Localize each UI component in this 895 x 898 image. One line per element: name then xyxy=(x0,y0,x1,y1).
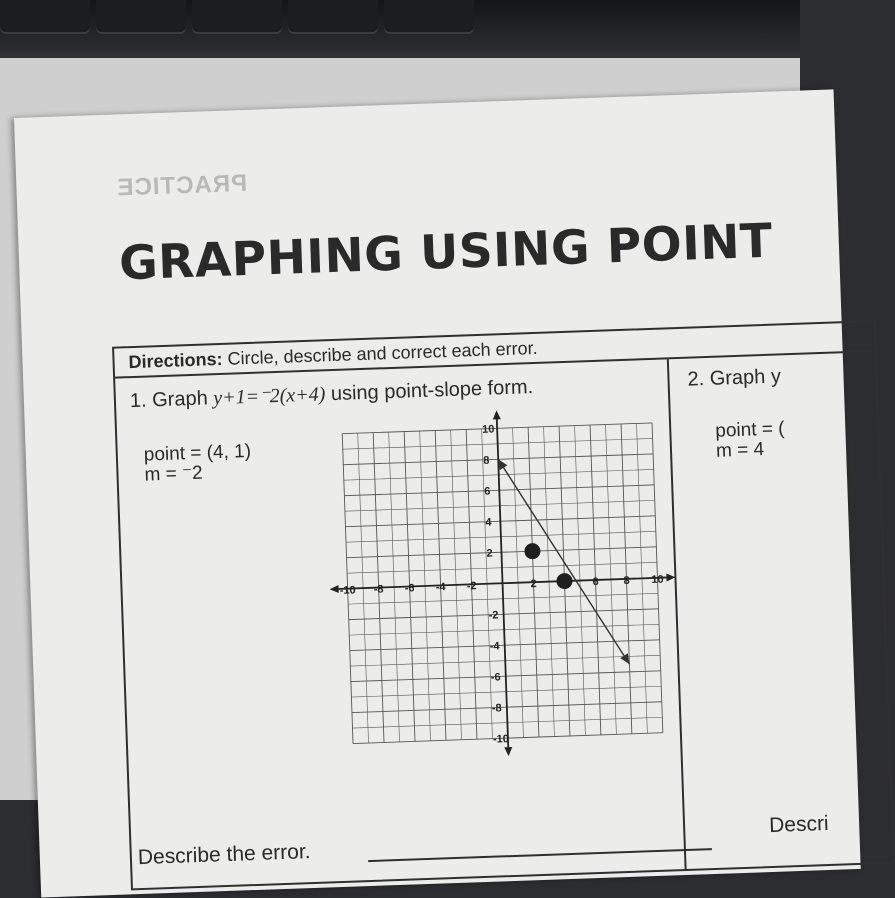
x-tick-label: 8 xyxy=(623,574,630,588)
problem-1-suffix: using point-slope form. xyxy=(324,376,534,406)
problem-1-equation: y+1=⁻2(x+4) xyxy=(212,383,326,410)
line-arrow-top xyxy=(498,459,507,470)
worksheet-page xyxy=(14,89,861,897)
y-tick-label: 4 xyxy=(485,516,492,529)
x-axis-arrow-left xyxy=(329,585,338,593)
problem-1-slope: m = ⁻2 xyxy=(144,462,203,486)
keyboard-key xyxy=(96,0,186,34)
y-tick-label: 8 xyxy=(483,454,490,467)
y-tick-label: -10 xyxy=(492,733,510,746)
y-tick-label: 10 xyxy=(481,423,495,436)
keyboard-key xyxy=(192,0,282,34)
x-tick-label: 10 xyxy=(651,573,664,587)
y-tick-label: -6 xyxy=(490,671,501,684)
y-axis-arrow-up xyxy=(492,410,500,419)
problem-1-describe-label: Describe the error. xyxy=(137,840,311,870)
x-tick-label: -4 xyxy=(435,581,446,594)
problem-1-prompt xyxy=(129,374,533,413)
problem-2-describe-label: Descri xyxy=(768,812,830,838)
directions-label: Directions: xyxy=(128,348,223,373)
keyboard-key xyxy=(384,0,474,34)
keyboard-key xyxy=(288,0,378,34)
y-tick-label: -2 xyxy=(488,609,499,622)
mirrored-bleed-text: PRACTICE xyxy=(116,169,248,202)
x-axis-arrow-right xyxy=(666,573,675,581)
problem-2-point: point = ( xyxy=(714,418,785,442)
y-tick-label: 6 xyxy=(484,485,491,498)
plotted-point xyxy=(524,543,541,560)
y-tick-label: -4 xyxy=(489,640,500,653)
coordinate-grid-chart xyxy=(307,407,699,782)
problem-1-point: point = (4, 1) xyxy=(143,440,252,466)
answer-blank-line xyxy=(368,848,712,862)
y-axis-arrow-down xyxy=(504,747,512,756)
y-tick-label: 2 xyxy=(486,547,493,560)
x-tick-label: 2 xyxy=(530,578,537,591)
line-arrow-bottom xyxy=(620,653,629,664)
x-tick-label: -10 xyxy=(339,584,356,597)
problem-1-prefix: 1. Graph xyxy=(129,387,214,413)
worksheet-title: GRAPHING USING POINT xyxy=(118,213,774,292)
problem-2-slope: m = 4 xyxy=(715,439,765,462)
x-tick-label: 6 xyxy=(592,575,599,589)
plotted-line xyxy=(498,455,629,668)
plotted-point xyxy=(556,573,573,590)
y-tick-label: -8 xyxy=(491,702,502,715)
paper-stack xyxy=(0,58,830,870)
x-tick-label: -6 xyxy=(404,582,415,595)
problems-frame xyxy=(112,320,895,890)
directions-text: Circle, describe and correct each error. xyxy=(222,337,538,369)
x-tick-label: -2 xyxy=(466,580,477,593)
keyboard-key xyxy=(0,0,90,34)
directions-line xyxy=(128,338,538,373)
problem-2-prompt: 2. Graph y xyxy=(687,365,782,391)
x-tick-label: -8 xyxy=(373,583,384,596)
